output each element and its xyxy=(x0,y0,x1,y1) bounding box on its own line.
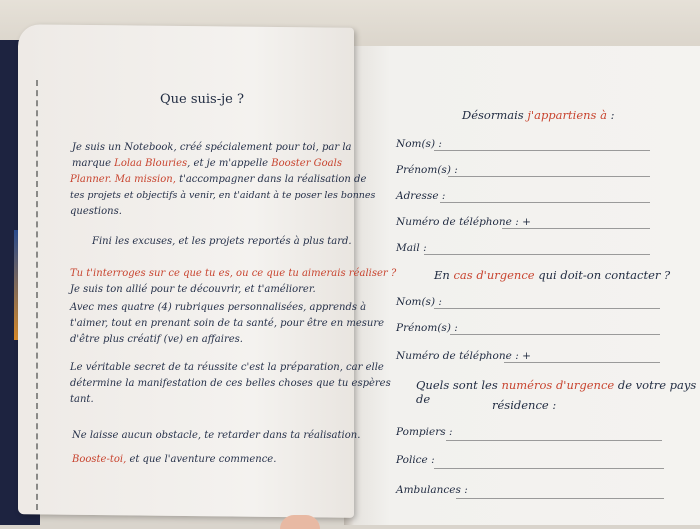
paragraph-line: d'être plus créatif (ve) en affaires. xyxy=(70,334,243,345)
paragraph-line: tes projets et objectifs à venir, en t'aidant à te poser les bonnes xyxy=(70,190,376,201)
paragraph-line: questions. xyxy=(70,206,122,217)
paragraph-line: Fini les excuses, et les projets reportés à plus tard. xyxy=(92,236,352,247)
paragraph-line: tant. xyxy=(70,394,94,405)
field-label: Adresse : xyxy=(396,190,446,202)
field-line[interactable] xyxy=(434,468,664,469)
paragraph-line: Avec mes quatre (4) rubriques personnalisées, apprends à xyxy=(70,302,367,313)
dashed-border xyxy=(36,80,42,510)
field-label: Numéro de téléphone : + xyxy=(396,216,531,228)
paragraph-line: Le véritable secret de ta réussite c'est la préparation, car elle xyxy=(70,362,384,373)
emergency-title: En cas d'urgence qui doit-on contacter ? xyxy=(434,268,671,282)
paragraph-line: t'aimer, tout en prenant soin de ta santé, pour être en mesure xyxy=(70,318,385,329)
ownership-title: Désormais j'appartiens à : xyxy=(462,108,615,122)
paragraph-line: Je suis un Notebook, créé spécialement pour toi, par la xyxy=(72,142,352,153)
field-line[interactable] xyxy=(434,308,660,309)
field-label: Mail : xyxy=(396,242,427,254)
field-label: Nom(s) : xyxy=(396,296,442,308)
paragraph-line: Tu t'interroges sur ce que tu es, ou ce que tu aimerais réaliser ? xyxy=(70,268,397,279)
field-line[interactable] xyxy=(448,176,650,177)
emergency-numbers-title: Quels sont les numéros d'urgence de votre pays de xyxy=(416,378,697,406)
field-line[interactable] xyxy=(446,440,662,441)
field-line[interactable] xyxy=(502,228,650,229)
field-line[interactable] xyxy=(434,150,650,151)
field-line[interactable] xyxy=(504,362,660,363)
paragraph-line: détermine la manifestation de ces belles choses que tu espères xyxy=(70,378,391,389)
field-label: Nom(s) : xyxy=(396,138,442,150)
paragraph-line: Je suis ton allié pour te découvrir, et t'améliorer. xyxy=(70,284,316,295)
emergency-numbers-title-2: résidence : xyxy=(492,398,557,412)
field-label: Prénom(s) : xyxy=(396,164,458,176)
page-title: Que suis-je ? xyxy=(160,92,244,107)
field-line[interactable] xyxy=(424,254,650,255)
field-label: Numéro de téléphone : + xyxy=(396,350,531,362)
paragraph-line: Planner. Ma mission, t'accompagner dans la réalisation de xyxy=(70,174,367,185)
field-label: Police : xyxy=(396,454,435,466)
field-line[interactable] xyxy=(456,498,664,499)
paragraph-line: Booste-toi, et que l'aventure commence. xyxy=(72,454,277,465)
paragraph-line: Ne laisse aucun obstacle, te retarder dans ta réalisation. xyxy=(72,430,361,441)
field-label: Prénom(s) : xyxy=(396,322,458,334)
field-line[interactable] xyxy=(450,334,660,335)
thumb xyxy=(280,515,320,529)
field-label: Ambulances : xyxy=(396,484,468,496)
field-label: Pompiers : xyxy=(396,426,453,438)
paragraph-line: marque Lolaa Blouries, et je m'appelle Booster Goals xyxy=(72,158,342,169)
field-line[interactable] xyxy=(440,202,650,203)
